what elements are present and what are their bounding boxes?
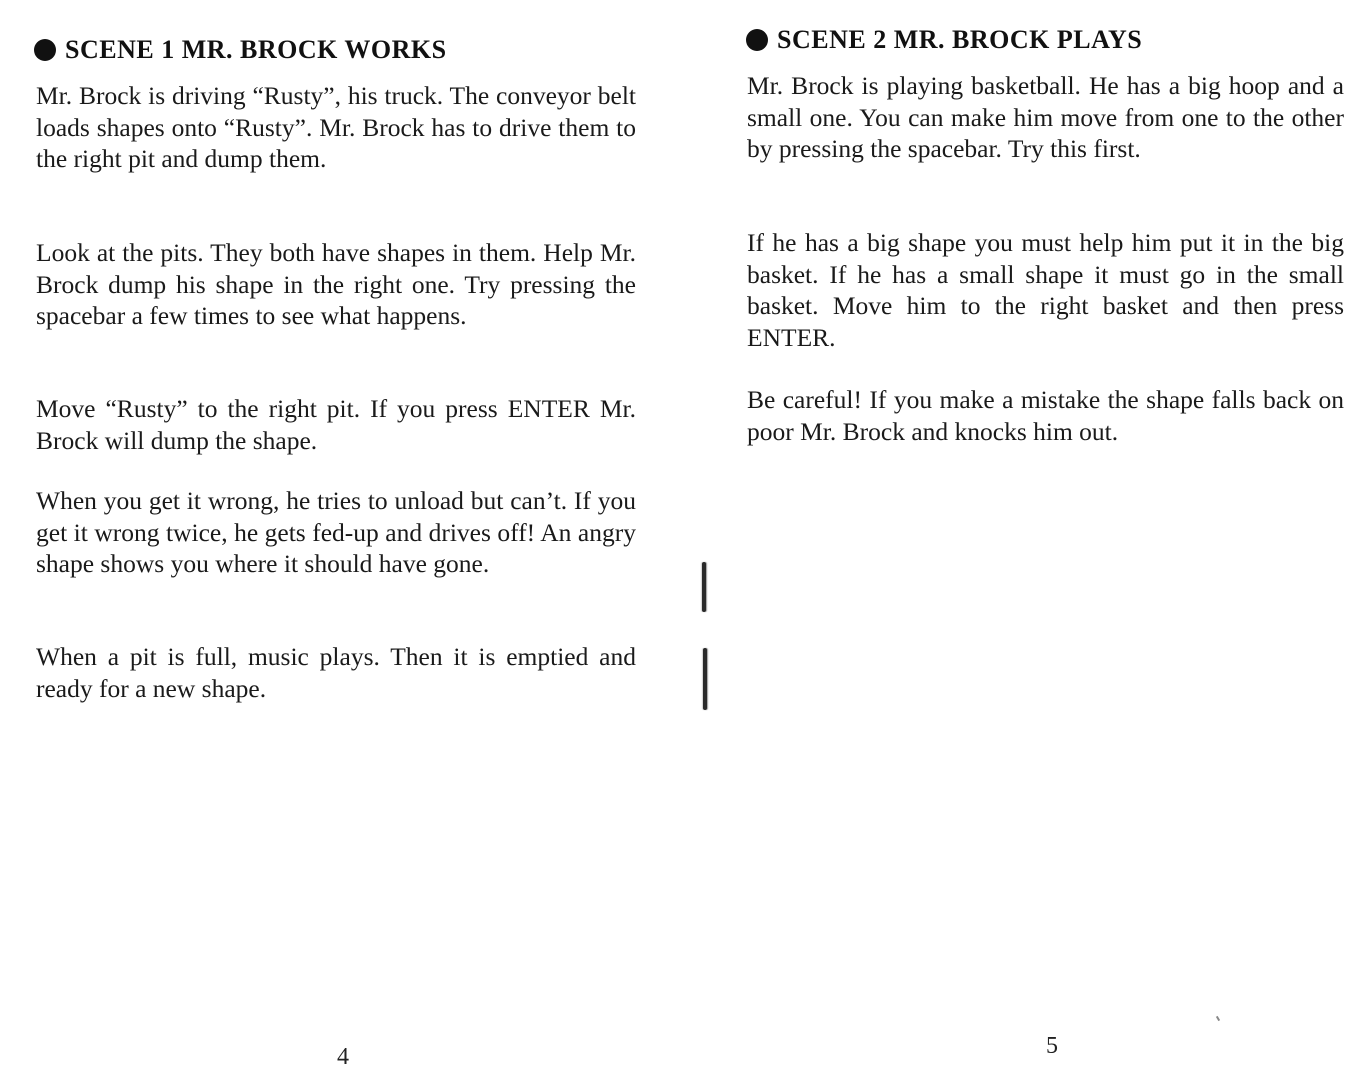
scene-2-paragraph-2: If he has a big shape you must help him put it in the big basket. If he has a small shape it must go in the small basket. Move him to the right basket and then press ENTER. (747, 228, 1344, 352)
scene-1-paragraph-5: When a pit is full, music plays. Then it is emptied and ready for a new shape. (36, 642, 636, 703)
bullet-icon (34, 39, 56, 61)
scene-2-paragraph-3: Be careful! If you make a mistake the shape falls back on poor Mr. Brock and knocks him out. (747, 385, 1344, 446)
scene-1-paragraph-1: Mr. Brock is driving “Rusty”, his truck. The conveyor belt loads shapes onto “Rusty”. Mr. Brock has to drive them to the right pit and dump them. (36, 81, 636, 173)
right-page (686, 0, 1372, 1092)
staple-bottom (703, 648, 707, 710)
scene-1-paragraph-4: When you get it wrong, he tries to unload but can’t. If you get it wrong twice, he gets fed-up and drives off! An angry shape shows you where it should have gone. (36, 486, 636, 578)
scene-1-paragraph-2: Look at the pits. They both have shapes in them. Help Mr. Brock dump his shape in the right one. Try pressing the spacebar a few times to see what happens. (36, 238, 636, 330)
scene-2-paragraph-1: Mr. Brock is playing basketball. He has a big hoop and a small one. You can make him move from one to the other by pressing the spacebar. Try this first. (747, 71, 1344, 163)
scene-1-paragraph-3: Move “Rusty” to the right pit. If you press ENTER Mr. Brock will dump the shape. (36, 394, 636, 455)
page-number-left: 4 (337, 1044, 349, 1070)
scene-1-heading-text: SCENE 1 MR. BROCK WORKS (65, 35, 447, 64)
scene-1-heading (34, 35, 447, 65)
page-number-right: 5 (1046, 1033, 1058, 1059)
scene-2-heading-text: SCENE 2 MR. BROCK PLAYS (777, 25, 1143, 54)
bullet-icon (746, 29, 768, 51)
scene-2-heading (746, 25, 1142, 55)
staple-top (702, 562, 706, 612)
